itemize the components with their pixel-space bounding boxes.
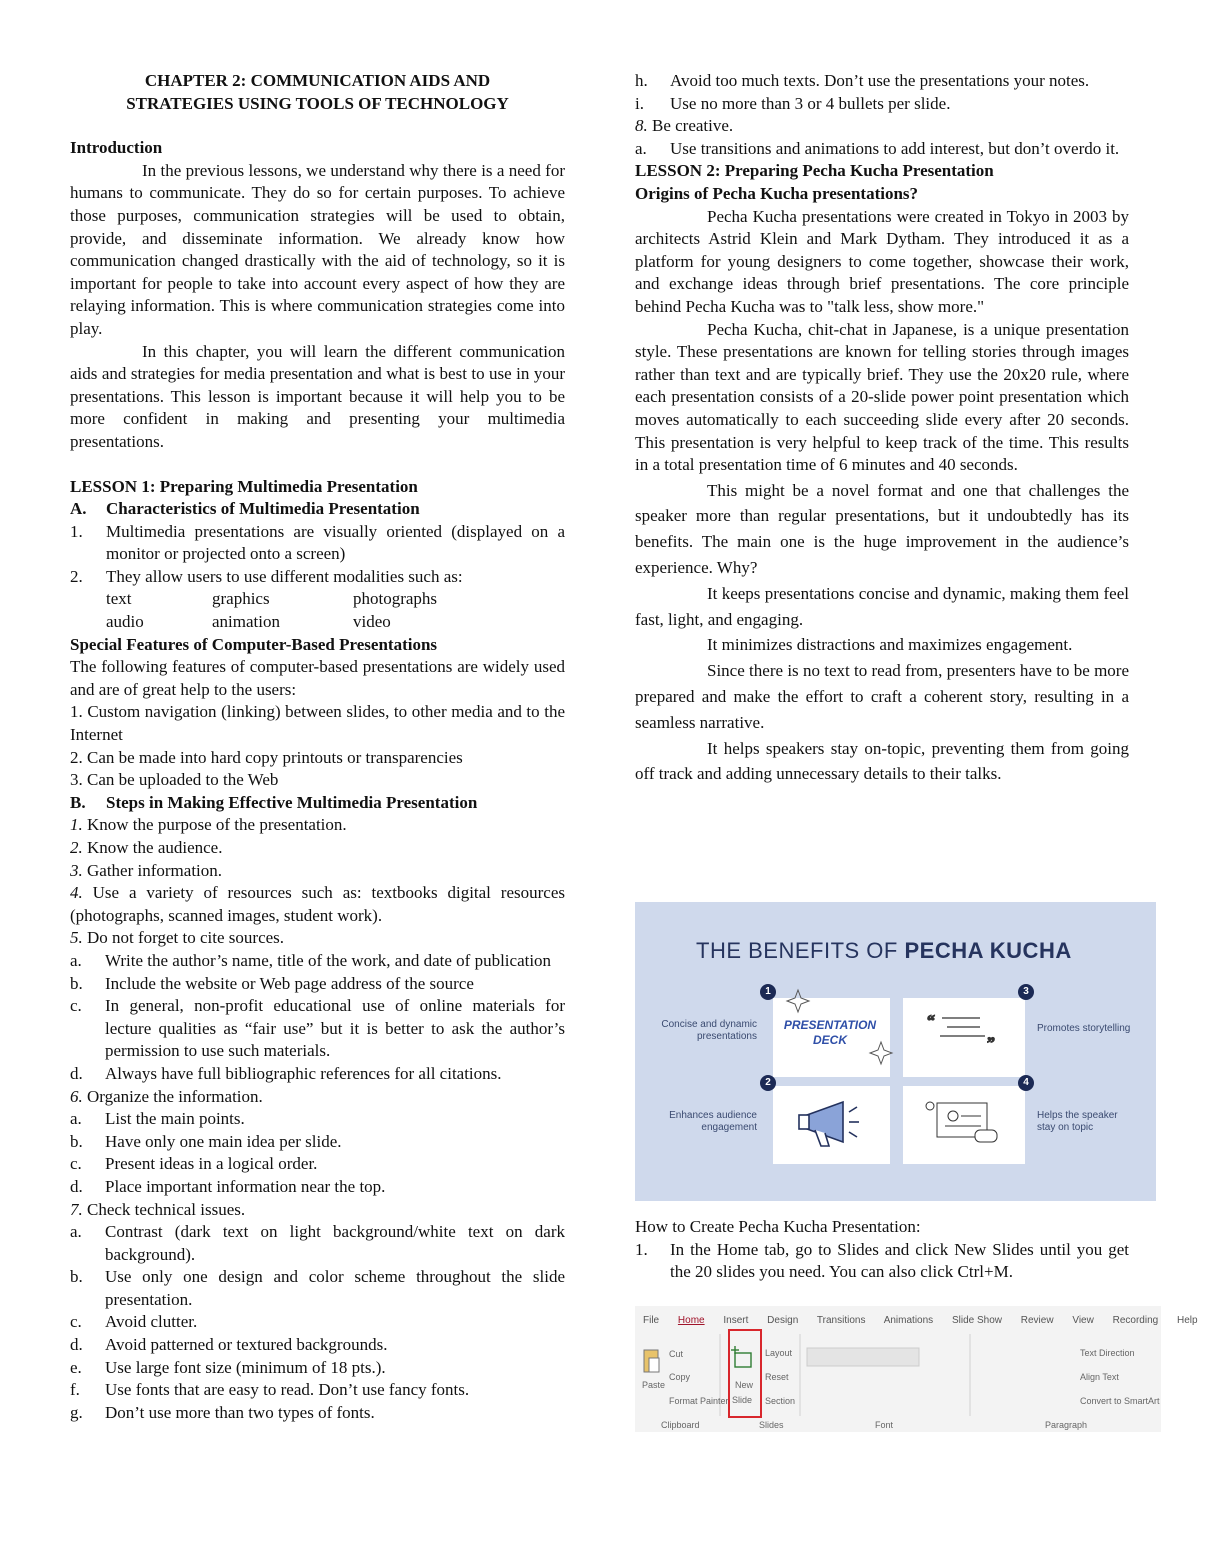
copy-button[interactable]: Copy (669, 1372, 691, 1382)
list-item: d. Place important information near the top. (70, 1176, 386, 1196)
tab-animations[interactable]: Animations (883, 1315, 934, 1326)
benefit-label-2: Enhances audience engagement (669, 1110, 757, 1133)
section-b-heading (70, 792, 565, 815)
svg-text:“: “ (927, 1013, 935, 1030)
list-item: 1. Multimedia presentations are visually oriented (displayed on a monitor or projected onto a screen) (70, 521, 565, 564)
list-item: e. Use large font size (minimum of 18 pts.). (70, 1357, 386, 1377)
benefits-illustrations (635, 902, 1156, 1201)
list-item: 2. They allow users to use different modalities such as: (70, 566, 463, 586)
layout-button[interactable]: Layout (765, 1348, 793, 1358)
list-item: f. Use fonts that are easy to read. Don’t use fancy fonts. (70, 1380, 470, 1400)
pecha-kucha-paragraph-4: It keeps presentations concise and dynamic, making them feel fast, light, and engaging. (635, 583, 1129, 629)
tab-help[interactable]: Help (1177, 1315, 1198, 1326)
benefit-label-4: Helps the speaker stay on topic (1037, 1110, 1118, 1133)
badge-2: 2 (760, 1075, 776, 1091)
section-b-letter: B. (70, 792, 86, 812)
list-item: 1. Custom navigation (linking) between slides, to other media and to the Internet (70, 702, 565, 745)
howto-section (635, 1216, 1129, 1284)
convert-smartart-button[interactable]: Convert to SmartArt (1080, 1396, 1160, 1406)
origins-heading: Origins of Pecha Kucha presentations? (635, 183, 919, 203)
font-name-box (807, 1348, 919, 1366)
chat-icon (926, 1102, 997, 1142)
pecha-kucha-paragraph-3: This might be a novel format and one that challenges the speaker more than regular presentations, but it undoubtedly has its benefits. The main one is the huge improvement in the audience’s experience. Why? (635, 480, 1129, 578)
presentation-deck-label: PRESENTATION DECK (783, 1018, 877, 1047)
pecha-kucha-paragraph-2: Pecha Kucha, chit-chat in Japanese, is a unique presentation style. These presentations are known for telling stories through images rather than text and are typically brief. They use the 20x20 rule, where each presentation consists of a 20-slide power point presentation which moves automatically to each succeeding slide every after 20 seconds. This presentation is very helpful to keep track of the time. This results in a total presentation time of 6 minutes and 40 seconds. (635, 319, 1129, 475)
tab-design[interactable]: Design (767, 1315, 799, 1326)
benefit-label-3: Promotes storytelling (1037, 1023, 1131, 1034)
intro-paragraph-1: In the previous lessons, we understand why there is a need for humans to communicate. They do so for certain purposes. To achieve those purposes, communication strategies will be used to obtain, provide, and disseminate information. We already know how communication changed drastically with the aid of technology, so it is important for people to take into account every aspect of how they are relaying information. This is where communication strategies come into play. (70, 160, 565, 338)
special-features-intro: The following features of computer-based presentations are widely used and are of great help to the users: (70, 657, 565, 699)
intro-heading: Introduction (70, 138, 163, 158)
section-a-letter: A. (70, 499, 87, 519)
chapter-title-line2: STRATEGIES USING TOOLS OF TECHNOLOGY (126, 93, 509, 113)
step-item: 1. Know the purpose of the presentation. (70, 815, 347, 835)
modalities-grid: text graphics photographs audio animation video (106, 589, 438, 632)
badge-1: 1 (760, 984, 776, 1000)
intro-paragraph-2: In this chapter, you will learn the different communication aids and strategies for media presentation and what is best to use in your presentations. This lesson is important because it will help you to be more confident in making and presenting your multimedia presentations. (70, 341, 565, 451)
tab-slide-show[interactable]: Slide Show (951, 1315, 1002, 1326)
list-item: a. Write the author’s name, title of the work, and date of publication (70, 950, 552, 970)
paste-icon (644, 1350, 659, 1372)
slides-group-label: Slides (759, 1420, 784, 1430)
chapter-title-line1: CHAPTER 2: COMMUNICATION AIDS AND (144, 71, 491, 90)
clipboard-group-label: Clipboard (661, 1420, 700, 1430)
tab-review[interactable]: Review (1020, 1315, 1054, 1326)
powerpoint-ribbon-screenshot (635, 1306, 1198, 1432)
step-item: 7. Check technical issues. (70, 1199, 246, 1219)
step-item: 8. Be creative. (635, 116, 734, 136)
list-item: a. Use transitions and animations to add interest, but don’t overdo it. (635, 138, 1120, 158)
quote-icon (927, 1013, 995, 1052)
sparkle-icon (787, 990, 892, 1064)
align-text-button[interactable]: Align Text (1080, 1372, 1119, 1382)
list-item: 3. Can be uploaded to the Web (70, 770, 279, 790)
lesson2-heading: LESSON 2: Preparing Pecha Kucha Presentation (635, 161, 994, 181)
list-item: d. Avoid patterned or textured backgrounds. (70, 1335, 388, 1355)
pecha-kucha-paragraph-6: Since there is no text to read from, presenters have to be more prepared and make the effort to craft a coherent story, resulting in a seamless narrative. (635, 661, 1129, 732)
tab-file[interactable]: File (643, 1315, 660, 1326)
section-button[interactable]: Section (765, 1396, 796, 1406)
benefits-infographic (635, 902, 1156, 1201)
list-item: c. Avoid clutter. (70, 1312, 198, 1332)
new-slide-button-line1[interactable]: New (735, 1380, 754, 1390)
section-a-heading (70, 498, 565, 521)
list-item: a. List the main points. (70, 1109, 245, 1129)
right-column (635, 70, 1129, 787)
badge-4: 4 (1018, 1075, 1034, 1091)
step-item: 4. Use a variety of resources such as: textbooks digital resources (photographs, scanned images, student work). (70, 883, 565, 925)
pecha-kucha-paragraph-5: It minimizes distractions and maximizes engagement. (707, 635, 1073, 655)
step-item: 3. Gather information. (70, 860, 223, 880)
list-item: c. Present ideas in a logical order. (70, 1154, 318, 1174)
pecha-kucha-paragraph-7: It helps speakers stay on-topic, preventing them from going off track and adding unnecessary details to their talks. (635, 738, 1129, 784)
new-slide-button-line2[interactable]: Slide (732, 1395, 753, 1405)
section-a-title: Characteristics of Multimedia Presentation (106, 499, 420, 519)
lesson1-heading: LESSON 1: Preparing Multimedia Presentation (70, 476, 418, 496)
text-direction-button[interactable]: Text Direction (1080, 1348, 1135, 1358)
step-item: 5. Do not forget to cite sources. (70, 928, 285, 948)
special-features-heading: Special Features of Computer-Based Presentations (70, 634, 438, 654)
list-item: b. Have only one main idea per slide. (70, 1131, 342, 1151)
paste-button[interactable]: Paste (642, 1380, 666, 1390)
megaphone-icon (799, 1102, 859, 1146)
step-item: 2. Know the audience. (70, 838, 223, 857)
cut-button[interactable]: Cut (669, 1349, 684, 1359)
tab-recording[interactable]: Recording (1112, 1315, 1159, 1326)
benefits-title: THE BENEFITS OF PECHA KUCHA (696, 938, 1072, 963)
list-item: a. Contrast (dark text on light background/white text on dark background). (70, 1222, 565, 1264)
ribbon-icons (635, 1306, 1161, 1432)
pecha-kucha-paragraph-1: Pecha Kucha presentations were created in Tokyo in 2003 by architects Astrid Klein and Mark Dytham. They introduced it as a platform for young designers to come together, showcase their work, and exchange ideas through brief presentations. The core principle behind Pecha Kucha was to "talk less, show more." (635, 206, 1129, 316)
list-item: 1. In the Home tab, go to Slides and click New Slides until you get the 20 slides you need. You can also click Ctrl+M. (635, 1239, 1129, 1282)
tab-transitions[interactable]: Transitions (816, 1315, 866, 1326)
svg-text:”: ” (987, 1035, 995, 1052)
badge-3: 3 (1018, 984, 1034, 1000)
format-painter-button[interactable]: Format Painter (669, 1396, 729, 1406)
list-item: h. Avoid too much texts. Don’t use the presentations your notes. (635, 71, 1090, 90)
list-item: d. Always have full bibliographic references for all citations. (70, 1063, 502, 1083)
tab-home[interactable]: Home (677, 1315, 705, 1326)
paragraph-group-label: Paragraph (1045, 1420, 1088, 1430)
tab-insert[interactable]: Insert (723, 1315, 749, 1326)
benefit-label-1: Concise and dynamic presentations (661, 1019, 757, 1042)
list-item: b. Use only one design and color scheme throughout the slide presentation. (70, 1267, 565, 1309)
left-column (70, 70, 565, 1424)
list-item: b. Include the website or Web page address of the source (70, 973, 474, 993)
list-item: g. Don’t use more than two types of fonts. (70, 1402, 375, 1422)
section-b-title: Steps in Making Effective Multimedia Presentation (106, 792, 478, 812)
howto-heading: How to Create Pecha Kucha Presentation: (635, 1217, 921, 1236)
tab-view[interactable]: View (1072, 1315, 1094, 1326)
list-item: c. In general, non-profit educational use of online materials for lecture qualities as “fair use” but it is better to ask the author’s permission to use such materials. (70, 996, 565, 1061)
font-group-label: Font (875, 1420, 894, 1430)
step-item: 6. Organize the information. (70, 1086, 263, 1106)
reset-button[interactable]: Reset (765, 1372, 789, 1382)
list-item: 2. Can be made into hard copy printouts or transparencies (70, 747, 463, 767)
list-item: i. Use no more than 3 or 4 bullets per slide. (635, 93, 951, 113)
